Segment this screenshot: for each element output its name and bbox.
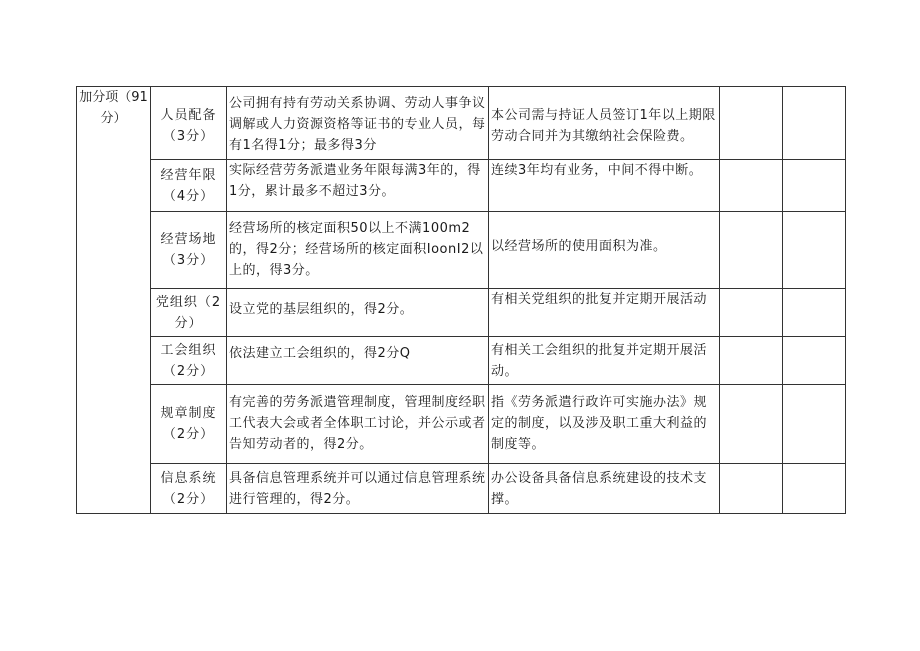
item-cell: 党组织（2分） xyxy=(151,289,227,337)
empty-cell xyxy=(720,385,783,464)
criteria-cell: 实际经营劳务派遣业务年限每满3年的，得1分，累计最多不超过3分。 xyxy=(227,160,489,212)
item-cell: 经营年限（4分） xyxy=(151,160,227,212)
empty-cell xyxy=(720,160,783,212)
criteria-cell: 具备信息管理系统并可以通过信息管理系统进行管理的，得2分。 xyxy=(227,464,489,514)
scoring-table xyxy=(76,86,846,514)
item-cell: 人员配备（3分） xyxy=(151,87,227,160)
criteria-cell: 经营场所的核定面积50以上不满100m2的，得2分；经营场所的核定面积IoonI2以上的，得3分。 xyxy=(227,212,489,289)
table-row xyxy=(77,385,846,464)
item-cell: 工会组织（2分） xyxy=(151,337,227,385)
criteria-cell: 公司拥有持有劳动关系协调、劳动人事争议调解或人力资源资格等证书的专业人员，每有1名得1分；最多得3分 xyxy=(227,87,489,160)
criteria-cell: 依法建立工会组织的，得2分Q xyxy=(227,337,489,385)
criteria-cell: 有完善的劳务派遣管理制度，管理制度经职工代表大会或者全体职工讨论，并公示或者告知劳动者的，得2分。 xyxy=(227,385,489,464)
criteria-cell: 设立党的基层组织的，得2分。 xyxy=(227,289,489,337)
table-row xyxy=(77,289,846,337)
table-row xyxy=(77,337,846,385)
category-cell: 加分项（91分） xyxy=(77,87,151,514)
item-cell: 经营场地（3分） xyxy=(151,212,227,289)
note-cell: 连续3年均有业务，中间不得中断。 xyxy=(489,160,720,212)
empty-cell xyxy=(783,160,846,212)
empty-cell xyxy=(783,337,846,385)
empty-cell xyxy=(783,87,846,160)
note-cell: 指《劳务派遣行政许可实施办法》规定的制度，以及涉及职工重大利益的制度等。 xyxy=(489,385,720,464)
table-row xyxy=(77,212,846,289)
note-cell: 本公司需与持证人员签订1年以上期限劳动合同并为其缴纳社会保险费。 xyxy=(489,87,720,160)
empty-cell xyxy=(783,289,846,337)
table-row xyxy=(77,160,846,212)
empty-cell xyxy=(720,212,783,289)
empty-cell xyxy=(720,464,783,514)
note-cell: 有相关党组织的批复并定期开展活动 xyxy=(489,289,720,337)
table-row xyxy=(77,87,846,160)
item-cell: 信息系统（2分） xyxy=(151,464,227,514)
empty-cell xyxy=(720,337,783,385)
table-row xyxy=(77,464,846,514)
empty-cell xyxy=(720,87,783,160)
empty-cell xyxy=(783,212,846,289)
item-cell: 规章制度（2分） xyxy=(151,385,227,464)
empty-cell xyxy=(783,464,846,514)
empty-cell xyxy=(720,289,783,337)
note-cell: 有相关工会组织的批复并定期开展活动。 xyxy=(489,337,720,385)
note-cell: 以经营场所的使用面积为准。 xyxy=(489,212,720,289)
note-cell: 办公设备具备信息系统建设的技术支撑。 xyxy=(489,464,720,514)
empty-cell xyxy=(783,385,846,464)
